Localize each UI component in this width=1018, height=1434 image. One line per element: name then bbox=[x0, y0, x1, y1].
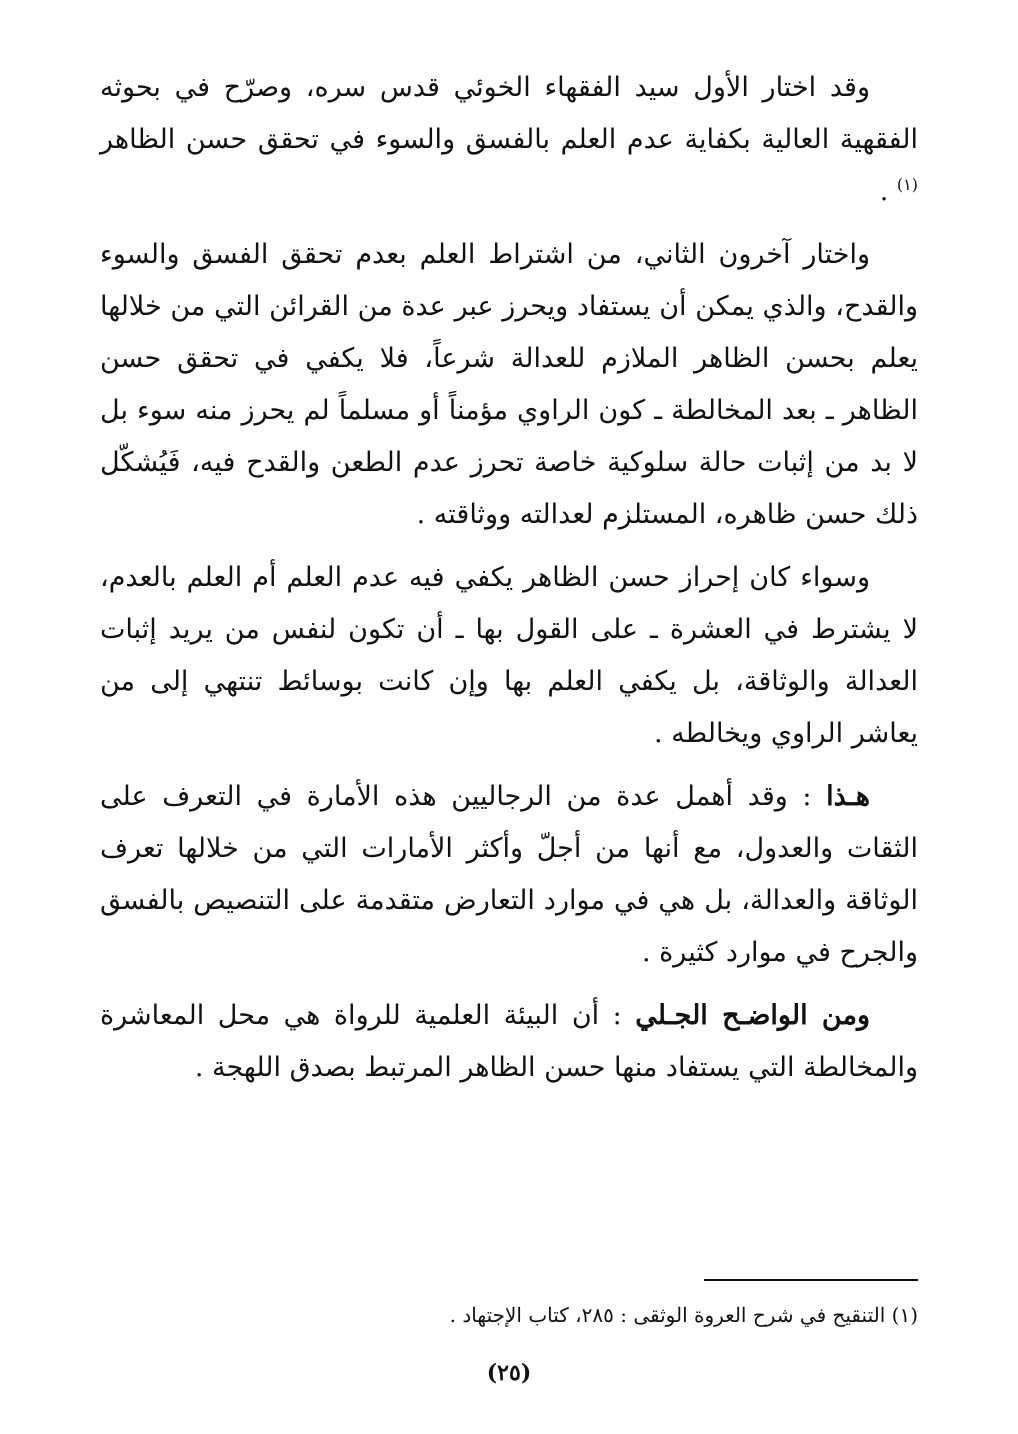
paragraph-1-text: وقد اختار الأول سيد الفقهاء الخوئي قدس سره، وصرّح في بحوثه الفقهية العالية بكفاية عدم العلم بالفسق والسوء في تحقق حسن الظاهر bbox=[100, 72, 918, 155]
page-number: (٢٥) bbox=[486, 1360, 532, 1386]
footnote-marker: (١) bbox=[891, 1303, 918, 1327]
footnote bbox=[100, 1300, 918, 1330]
paragraph-3 bbox=[100, 552, 918, 760]
paragraph-4 bbox=[100, 771, 918, 979]
paragraph-4-lead: هـذا bbox=[826, 781, 870, 812]
paragraph-1 bbox=[100, 62, 918, 218]
paragraph-5-text: : أن البيئة العلمية للرواة هي محل المعاشرة والمخالطة التي يستفاد منها حسن الظاهر المرتبط بصدق اللهجة . bbox=[100, 1000, 918, 1083]
paragraph-5-lead: ومن الواضـح الجـلي bbox=[635, 1000, 870, 1031]
paragraph-5 bbox=[100, 990, 918, 1094]
footnote-reference-marker: (١) bbox=[896, 175, 918, 194]
footnote-divider bbox=[704, 1279, 918, 1281]
paragraph-3-text: وسواء كان إحراز حسن الظاهر يكفي فيه عدم العلم أم العلم بالعدم، لا يشترط في العشرة ـ على القول بها ـ أن تكون لنفس من يريد إثبات العدالة والوثاقة، بل يكفي العلم بها وإن كانت بوسائط تنتهي إلى من يعاشر الراوي ويخالطه . bbox=[100, 562, 918, 749]
paragraph-2-text: واختار آخرون الثاني، من اشتراط العلم بعدم تحقق الفسق والسوء والقدح، والذي يمكن أن يستفاد ويحرز عبر عدة من القرائن التي من خلالها يعلم بحسن الظاهر الملازم للعدالة شرعاً، فلا يكفي في تحقق حسن الظاهر ـ بعد المخالطة ـ كون الراوي مؤمناً أو مسلماً لم يحرز منه سوء بل لا بد من إثبات حالة سلوكية خاصة تحرز عدم الطعن والقدح فيه، فَيُشكّل ذلك حسن ظاهره، المستلزم لعدالته ووثاقته . bbox=[100, 239, 918, 530]
page-body bbox=[100, 62, 918, 1105]
paragraph-4-text: : وقد أهمل عدة من الرجاليين هذه الأمارة في التعرف على الثقات والعدول، مع أنها من أجلّ وأكثر الأمارات التي من خلالها تعرف الوثاقة والعدالة، بل هي في موارد التعارض متقدمة على التنصيص بالفسق والجرح في موارد كثيرة . bbox=[100, 781, 918, 968]
paragraph-2 bbox=[100, 229, 918, 541]
paragraph-1-tail: . bbox=[879, 176, 897, 207]
footnote-text: التنقيح في شرح العروة الوثقى : ٢٨٥، كتاب الإجتهاد . bbox=[449, 1303, 886, 1327]
